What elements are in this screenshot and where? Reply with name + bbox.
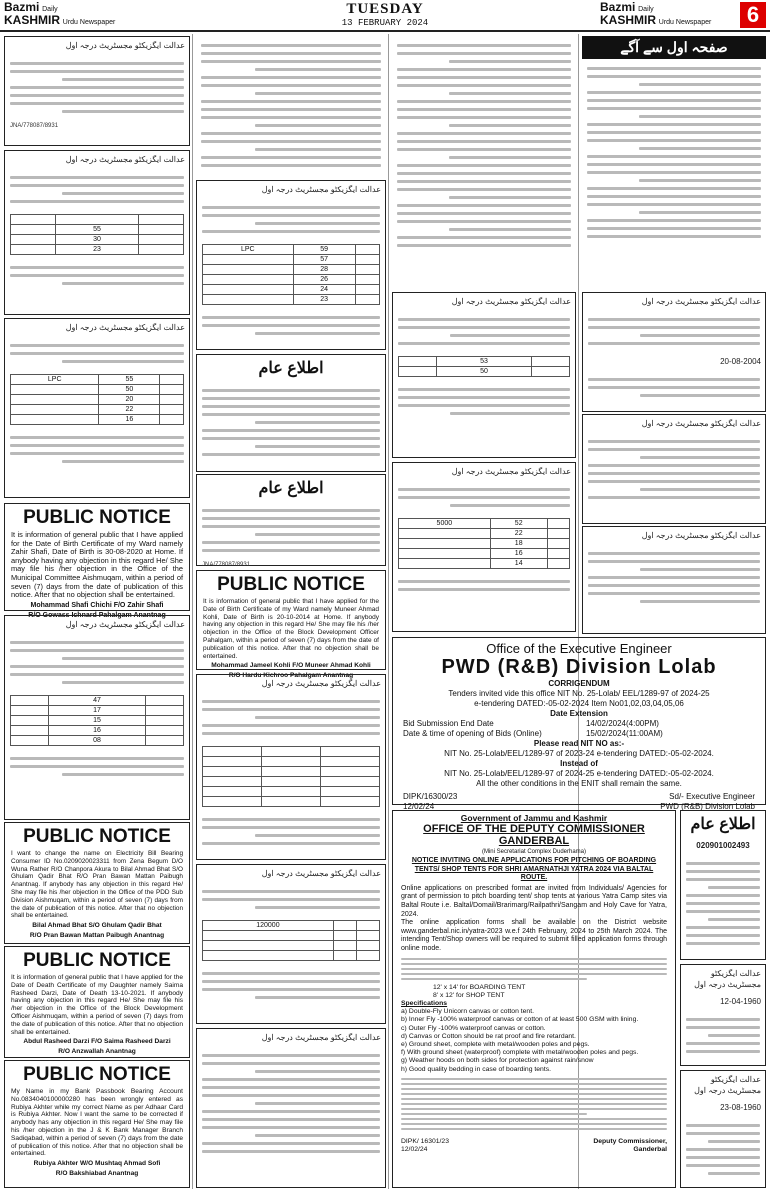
front-page-continued xyxy=(582,36,766,286)
public-notice-2: PUBLIC NOTICE I want to change the name on Electricity Bill Bearing Consumer ID No.0209020023311 from Zena Begum D/O Wuna Rather R/O Chanpora Akura to Bilal Ahmad Bhat S/O Ghulam Qadir Bhat R/O Pran Bawan Mattan Paibugh Anantnag. If anybody has any objection in this regard He/ She may file his /her objection in the Office of the PDD Sub Division Aishmuqam, within a period of seven (7) days from the date of publication of this notice. After that no objection shall be entertained. Bilal Ahmad Bhat S/O Ghulam Qadir Bhat R/O Pran Bawan Mattan Paibugh Anantnag xyxy=(4,822,190,944)
heirs-table: 55 30 23 xyxy=(10,214,184,255)
court-notice: عدالت ایگزیکٹو مجسٹریٹ درجہ اول 20-08-2004 xyxy=(582,292,766,412)
news-continuation xyxy=(392,36,576,286)
spec-item: g) Weather hoods on both sides for protection against rain/snow xyxy=(401,1057,594,1065)
court-notice: عدالت ایگزیکٹو مجسٹریٹ درجہ اول 55 30 23 xyxy=(4,150,190,315)
heirs-table: LPC 55 50 20 22 16 xyxy=(10,374,184,425)
elan-aam-notice: اطلاع عام 020901002493 xyxy=(680,810,766,960)
heirs-table: 120000 xyxy=(202,920,380,961)
elan-aam-notice: اطلاع عام xyxy=(196,354,386,472)
heirs-table: 5000 52 22 18 16 14 xyxy=(398,518,570,569)
court-notice: عدالت ایگزیکٹو مجسٹریٹ درجہ اول 53 50 xyxy=(392,292,576,458)
spec-item: h) Good quality bedding in case of boarding tents. xyxy=(401,1065,552,1073)
heirs-table: 53 50 xyxy=(398,356,570,377)
public-notice-4: PUBLIC NOTICE My Name in my Bank Passbook Bearing Account No.0834040100000280 has been wrongly entered as Rubiya Akhter while my correct Name as per Adhaar Card is Rubiya Akhter. Now I want the same to be corrected if anybody has any objection in this regard He/ She may file his /her objection in the J & K Bank Manager Branch Sadiqabad, within a period of seven (7) days from the date of publication of this notice. After that no objection shall be entertained. Rubiya Akhter W/O Mushtaq Ahmad Sofi R/O Bakshiabad Anantnag xyxy=(4,1060,190,1188)
spec-item: e) Ground sheet, complete with metal/wooden poles and pegs. xyxy=(401,1040,590,1048)
pwd-title: PWD (R&B) Division Lolab xyxy=(441,656,717,678)
column-divider xyxy=(388,34,389,1189)
public-notice-3: PUBLIC NOTICE It is information of general public that I have applied for the Date of Death Certificate of my Daughter namely Saima Rasheed Darzi, Date of Death 13-10-2021. If anybody having any objection in this regard He/ She may file his /her objection in the Office of the Block Development Officer Aishmuqam, within a period of seven (7) days from the date of publication of this notice. After that no objection shall be entertained. Abdul Rasheed Darzi F/O Saima Rasheed Darzi R/O Anzwallah Anantnag xyxy=(4,946,190,1058)
court-notice: عدالت ایگزیکٹو مجسٹریٹ درجہ اول 12-04-1960 xyxy=(680,964,766,1066)
dc-ganderbal-ad: Government of Jammu and Kashmir OFFICE OF THE DEPUTY COMMISSIONER GANDERBAL (Mini Secretariat Complex Duderhama) NOTICE INVITING ONLINE APPLICATIONS FOR PITCHING OF BOARDING TENTS/ SHOP TENTS FOR SHRI AMARNATHJI YATRA 2024 VIA BALTAL ROUTE. Online applications on prescribed format are invited from Individuals/ Agencies for grant of permission to pitch boarding tent/ shop tents at various Yatra Camp sites via Baltal Route i.e. Baltal/Domail/Brarimarg/Railpathri/Sangam and Holy Cave for Yatra, 2024. The online application forms shall be available on the District website www.ganderbal.nic.in/yatra-2023 w.e.f 24th February, 2024 to 25th March 2024. The intending Tent/Shop owners will be required to submit filled application forms through online mode. 12' x 14' for BOARDING TENT 8' x 12' for SHOP TENT Specifications a) Double-Fly Unicorn canvas or cotton tent. b) Inner Fly -100% waterproof canvas or cotton of at least 500 GSM with lining. c) Outer Fly -100% waterproof canvas or cotton. d) Canvas or Cotton should be rat proof and fire retardant. e) Ground sheet, complete with metal/wooden poles and pegs. f) With ground sheet (waterproof) complete with metal/wooden poles and pegs. g) Weather hoods on both sides for protection against rain/snow h) Good quality bedding in case of boarding tents. DIPK/ 16301/23 Deputy Commissioner, 12/02/24 Ganderbal xyxy=(392,810,676,1188)
spec-item: c) Outer Fly -100% waterproof canvas or cotton. xyxy=(401,1024,546,1032)
spec-item: d) Canvas or Cotton should be rat proof and fire retardant. xyxy=(401,1032,576,1040)
column-divider xyxy=(192,34,193,1189)
court-notice: عدالت ایگزیکٹو مجسٹریٹ درجہ اول 23-08-1960 xyxy=(680,1070,766,1188)
court-notice: عدالت ایگزیکٹو مجسٹریٹ درجہ اول LPC 59 57 28 26 24 23 xyxy=(196,180,386,350)
news-continuation xyxy=(196,36,386,176)
elan-aam-notice: اطلاع عام JNA/778087/8931 xyxy=(196,474,386,566)
court-notice: عدالت ایگزیکٹو مجسٹریٹ درجہ اول 47 17 15 16 08 xyxy=(4,615,190,820)
court-notice: عدالت ایگزیکٹو مجسٹریٹ درجہ اول 120000 xyxy=(196,864,386,1024)
court-notice: عدالت ایگزیکٹو مجسٹریٹ درجہ اول xyxy=(582,526,766,634)
court-notice: عدالت ایگزیکٹو مجسٹریٹ درجہ اول LPC 55 50 20 22 16 xyxy=(4,318,190,498)
court-notice: عدالت ایگزیکٹو مجسٹریٹ درجہ اول 5000 52 22 18 16 14 xyxy=(392,462,576,632)
court-notice: عدالت ایگزیکٹو مجسٹریٹ درجہ اول xyxy=(196,1028,386,1188)
masthead-right: Bazmi Daily KASHMIR Urdu Newspaper xyxy=(600,0,712,27)
day-label: TUESDAY xyxy=(346,1,424,17)
public-notice-5: PUBLIC NOTICE It is information of general public that I have applied for the Date of Birth Certificate of my Ward namely Muneer Ahmad Kohli, Date of Birth is 20-10-2014 at Home. If anybody having any objection in this regard He/ She may file his /her objection in the Office of the Block Development Officer Pahalgam, within a period of seven (7) days from the date of publication of this notice. After that no objection shall be entertained. Mohammad Jameel Kohli F/O Muneer Ahmad Kohli R/O Hardu Kichroo Pahalgam Anantnag xyxy=(196,570,386,670)
masthead-left: Bazmi Daily KASHMIR Urdu Newspaper xyxy=(4,0,116,27)
heirs-table: 47 17 15 16 08 xyxy=(10,695,184,746)
court-notice: عدالت ایگزیکٹو مجسٹریٹ درجہ اول xyxy=(582,414,766,524)
court-notice: عدالت ایگزیکٹو مجسٹریٹ درجہ اول JNA/778087/8931 xyxy=(4,36,190,146)
court-notice: عدالت ایگزیکٹو مجسٹریٹ درجہ اول xyxy=(196,674,386,860)
spec-list xyxy=(393,1008,675,1074)
page-header xyxy=(0,0,770,32)
date-label: 13 FEBRUARY 2024 xyxy=(341,18,429,28)
date-banner xyxy=(285,1,485,28)
pwd-corrigendum-ad: Office of the Executive Engineer PWD (R&B) Division Lolab CORRIGENDUM Tenders invited vide this office NIT No. 25-Lolab/ EEL/1289-97 of 2024-25 e-tendering DATED:-05-02-2024 Item No01,02,03,04,05,06 Date Extension Bid Submission End Date 14/02/2024(4:00PM) Date & time of opening of Bids (Online) 15/02/2024(11:00AM) Please read NIT NO as:- NIT No. 25-Lolab/EEL/1289-97 of 2023-24 e-tendering DATED:-05-02-2024. Instead of NIT No. 25-Lolab/EEL/1289-97 of 2024-25 e-tendering DATED:-05-02-2024. All the other conditions in the ENIT shall remain the same. DIPK/16300/23 Sd/- Executive Engineer 12/02/24 PWD (R&B) Division Lolab xyxy=(392,637,766,805)
page-number: 6 xyxy=(740,2,766,28)
pwd-office: Office of the Executive Engineer xyxy=(486,641,672,656)
front-page-heading: صفحہ اول سے آگے xyxy=(582,36,766,59)
spec-item: f) With ground sheet (waterproof) complete with metal/wooden poles and pegs. xyxy=(401,1049,639,1057)
heirs-table xyxy=(202,746,380,807)
public-notice-1: PUBLIC NOTICE It is information of general public that I have applied for the Date of Birth Certificate of my Ward namely Zahir Shafi, Date of Birth is 30-08-2020 at Home. If anybody having any objection in this regard He/ She may file his /her objection in the Office of the Municipal Committee Aishmuqam, within a period of seven (7) days from the date of publication of this notice. After that no objection shall be entertained. Mohammad Shafi Chichi F/O Zahir Shafi R/O Gowass Ichnard Pahalgam Anantnag xyxy=(4,503,190,611)
spec-item: b) Inner Fly -100% waterproof canvas or cotton of at least 500 GSM with lining. xyxy=(401,1016,639,1024)
heirs-table: LPC 59 57 28 26 24 23 xyxy=(202,244,380,305)
court-heading: عدالت ایگزیکٹو مجسٹریٹ درجہ اول xyxy=(65,41,185,50)
spec-item: a) Double-Fly Unicorn canvas or cotton tent. xyxy=(401,1008,534,1016)
